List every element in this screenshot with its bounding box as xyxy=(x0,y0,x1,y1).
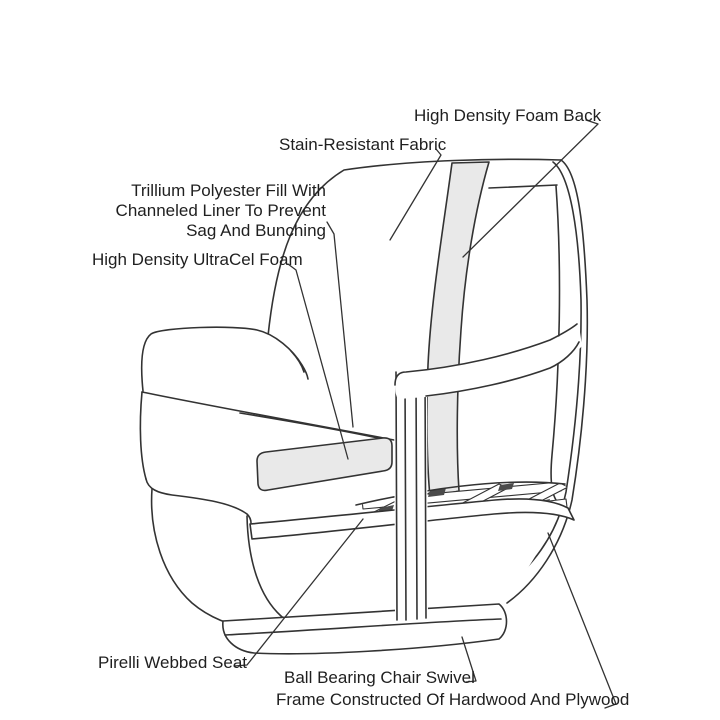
label-frame-hardwood-plywood: Frame Constructed Of Hardwood And Plywood xyxy=(276,690,630,709)
label-trillium-line2: Channeled Liner To Prevent xyxy=(115,201,326,220)
label-ball-bearing-chair-swivel: Ball Bearing Chair Swivel xyxy=(284,668,475,687)
label-pirelli-webbed-seat: Pirelli Webbed Seat xyxy=(98,653,247,672)
label-trillium-line1: Trillium Polyester Fill With xyxy=(131,181,326,200)
label-high-density-ultracel-foam: High Density UltraCel Foam xyxy=(92,250,303,269)
arm-post xyxy=(394,371,428,621)
label-trillium-polyester-fill xyxy=(116,181,326,241)
label-trillium-line3: Sag And Bunching xyxy=(186,221,326,240)
label-stain-resistant-fabric: Stain-Resistant Fabric xyxy=(279,135,447,154)
label-high-density-foam-back: High Density Foam Back xyxy=(414,106,602,125)
leader-frame xyxy=(548,533,616,708)
